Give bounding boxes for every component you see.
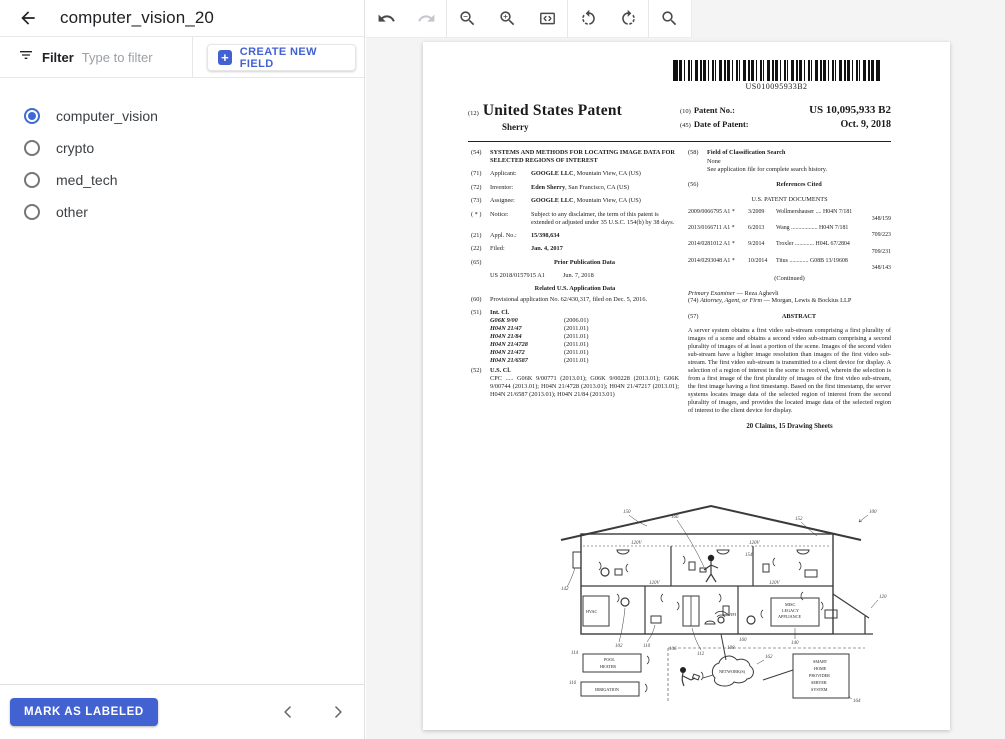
radio-selected-icon[interactable] <box>24 108 40 124</box>
ref-body: Troxler ............. H04L 67/2804 <box>776 241 850 248</box>
patent-header <box>468 102 891 133</box>
leader-arrow <box>859 515 868 522</box>
inventor-name: Eden Sherry <box>531 183 566 191</box>
server-label: HOME <box>814 666 827 671</box>
inventor-rest: , San Francisco, CA (US) <box>565 183 630 191</box>
person-figure <box>700 555 718 582</box>
rotate-right-icon[interactable] <box>608 0 648 38</box>
ref-subclass: 348/143 <box>871 265 891 272</box>
signal-arcs <box>645 656 649 692</box>
patent-body <box>471 149 891 432</box>
panel-footer <box>0 684 364 739</box>
field-number: (72) <box>471 183 482 191</box>
create-new-field-button[interactable] <box>207 44 356 71</box>
plus-icon: + <box>218 50 232 65</box>
ref-label: 102 <box>615 644 623 649</box>
field-label: Notice: <box>490 210 509 218</box>
vacuum-icon <box>705 621 715 624</box>
ref-doc: 2014/0281012 A1 * <box>688 241 735 248</box>
patent-figure <box>553 498 893 705</box>
patent-title: United States Patent <box>482 102 623 119</box>
radio-icon[interactable] <box>24 140 40 156</box>
field-number: (54) <box>471 149 482 156</box>
fit-to-width-icon[interactable] <box>527 0 567 38</box>
continued-note: (Continued) <box>774 274 805 282</box>
server-label: SERVER <box>811 680 827 685</box>
ref-label: 140 <box>791 641 799 646</box>
primary-examiner <box>688 290 891 298</box>
create-new-field-label: CREATE NEW FIELD <box>239 45 317 70</box>
ref-date: 6/2013 <box>748 224 765 231</box>
irrigation-label: IRRIGATION <box>595 687 619 692</box>
leader <box>567 568 575 587</box>
field-number: (12) <box>468 110 479 117</box>
redo-icon[interactable] <box>406 0 446 38</box>
patent-number: US 10,095,933 B2 <box>809 104 891 116</box>
us-patent-documents-heading: U.S. PATENT DOCUMENTS <box>751 195 828 203</box>
int-cl-value: (2011.01) <box>564 324 589 332</box>
page-title: computer_vision_20 <box>60 8 214 27</box>
misc-label: LEGACY <box>782 608 799 613</box>
person-cloud-link <box>703 675 713 678</box>
int-cl-value: (2006.01) <box>564 316 589 324</box>
field-number: (52) <box>471 367 482 375</box>
leader <box>871 600 878 608</box>
field-label: Assignee: <box>490 197 515 205</box>
assignee-name: GOOGLE LLC <box>531 197 574 205</box>
filter-row <box>0 37 364 78</box>
int-cl-value: (2011.01) <box>564 340 589 348</box>
prior-publication-row <box>490 272 679 280</box>
ref-label: 120 <box>879 595 887 600</box>
assignee-value <box>531 197 679 205</box>
field-number: (45) <box>680 122 691 129</box>
ref-label: 116 <box>569 681 577 686</box>
abstract-text: A server system obtains a first video sub-stream comprising a first plurality of images of a scene and obtains a second video sub-stream comprising a second plurality of images of at least a portion of the scene. Images of the second video sub-stream have a higher image resolution than images of the first video sub-stream. The first video sub-stream is transmitted to a client device for display. A selection of a region of interest in the scene is received, wherein the selection is from a first image of the first plurality of images of the first video sub-stream, the first image having a first timestamp. Based on the first timestamp, the server systems locates image data of the selected region of interest from the second plurality of images, and provides the located image data of the selected region of interest to the client device for display. <box>688 327 891 414</box>
label-options <box>0 78 364 228</box>
int-cl-value: (2011.01) <box>564 348 589 356</box>
hvac-label: HVAC <box>586 609 598 614</box>
patent-page <box>423 42 950 730</box>
ref-label: 108 <box>727 646 735 651</box>
barcode-text: US010095933B2 <box>745 82 808 91</box>
ref-label: 154 <box>745 553 753 558</box>
camera-icon <box>747 616 755 624</box>
search-icon[interactable] <box>649 0 689 38</box>
radio-icon[interactable] <box>24 204 40 220</box>
cpc-text: CPC ..... G06K 9/00771 (2013.01); G06K 9/00228 (2013.01); G06K 9/00744 (2013.01); H04N 21/4728 (2013.01); H04N 21/47217 (2013.01); H04N 21/6587 (2013.01); H04N 21/84 (2013.01) <box>490 375 679 399</box>
ref-doc: 2013/0166711 A1 * <box>688 224 735 231</box>
ref-subclass: 348/159 <box>871 216 891 223</box>
radio-icon[interactable] <box>24 172 40 188</box>
radio-option-computer-vision[interactable] <box>0 100 364 132</box>
ref-date: 9/2014 <box>748 241 765 248</box>
device-icon <box>651 616 661 623</box>
int-cl-name: H04N 21/84 <box>490 332 522 340</box>
device-icon <box>825 610 837 618</box>
wifi-router-icon <box>718 617 724 623</box>
reference-list <box>688 209 891 273</box>
applicant-value <box>531 170 679 178</box>
int-cl-name: H04N 21/6587 <box>490 356 528 364</box>
leader <box>619 608 625 642</box>
previous-item-icon[interactable] <box>276 700 300 724</box>
thermostat-icon <box>621 598 629 606</box>
ref-date: 3/2009 <box>748 208 765 215</box>
reference-row <box>688 209 891 216</box>
assignee-rest: , Mountain View, CA (US) <box>573 197 641 205</box>
ref-date: 10/2014 <box>748 257 768 264</box>
ref-body: Wang .................. H04N 7/181 <box>776 224 849 231</box>
mark-as-labeled-button[interactable]: MARK AS LABELED <box>10 698 158 726</box>
option-label: other <box>56 204 88 220</box>
leader <box>692 628 701 650</box>
applicant-rest: , Mountain View, CA (US) <box>573 170 641 178</box>
classification-heading: Field of Classification Search <box>707 149 786 156</box>
voltage-label: 120V <box>649 581 660 586</box>
server-label: SYSTEM <box>811 687 828 692</box>
ref-label: 166 <box>671 515 679 520</box>
field-label: Filed: <box>490 245 505 253</box>
porch <box>833 594 873 634</box>
int-cl-name: H04N 21/47 <box>490 324 522 332</box>
classification-line2: See application file for complete search history. <box>707 165 828 173</box>
ref-doc: 2014/0293048 A1 * <box>688 257 735 264</box>
int-cl-name: G06K 9/00 <box>490 316 518 324</box>
int-cl-value: (2011.01) <box>564 332 589 340</box>
radio-option-other[interactable] <box>0 196 364 228</box>
examiner-label: Primary Examiner <box>688 289 736 297</box>
ref-label: 106 <box>669 647 677 652</box>
device-icon <box>689 562 695 570</box>
roof <box>561 506 861 540</box>
zoom-out-icon[interactable] <box>447 0 487 38</box>
ref-label: 142 <box>561 587 569 592</box>
zoom-in-icon[interactable] <box>487 0 527 38</box>
thermostat-icon <box>601 568 609 576</box>
wifi-waves <box>715 611 727 617</box>
claims-line: 20 Claims, 15 Drawing Sheets <box>746 423 833 431</box>
attorney-name: — Morgan, Lewis & Bockius LLP <box>762 297 852 305</box>
field-number: (58) <box>688 149 699 156</box>
references-heading: References Cited <box>776 180 822 188</box>
field-number: (57) <box>688 313 699 321</box>
divider <box>468 141 891 142</box>
attorney-label: Attorney, Agent, or Firm <box>700 297 763 305</box>
patent-title-54: SYSTEMS AND METHODS FOR LOCATING IMAGE DATA FOR SELECTED REGIONS OF INTEREST <box>490 149 675 164</box>
notice-text: Subject to any disclaimer, the term of this patent is extended or adjusted under 35 U.S.C. 154(b) by 38 days. <box>531 210 675 226</box>
document-viewer <box>366 0 1005 739</box>
misc-label: APPLIANCE <box>778 614 802 619</box>
field-number: (21) <box>471 231 482 239</box>
ref-subclass: 709/223 <box>871 232 891 239</box>
side-box <box>573 552 581 568</box>
voltage-label: 120V <box>631 541 642 546</box>
ref-label: 110 <box>643 644 651 649</box>
field-number: (51) <box>471 308 482 316</box>
device-icon <box>615 569 622 575</box>
network-label: NETWORK(S) <box>719 669 746 674</box>
undo-icon[interactable] <box>366 0 406 38</box>
ref-doc: 2009/0066795 A1 * <box>688 208 735 215</box>
filter-label: Filter <box>42 49 74 65</box>
ref-label: 112 <box>697 652 705 657</box>
divider <box>192 37 193 77</box>
radio-option-crypto[interactable] <box>0 132 364 164</box>
option-label: med_tech <box>56 172 118 188</box>
field-label: Inventor: <box>490 183 514 191</box>
prior-publication-heading: Prior Publication Data <box>553 258 616 266</box>
barcode <box>673 60 880 91</box>
voltage-label: 120V <box>769 581 780 586</box>
server-label: SMART <box>813 659 828 664</box>
field-number: (60) <box>471 295 482 303</box>
wifi-label: WIFI <box>727 612 737 617</box>
filed-value: Jan. 4, 2017 <box>531 245 563 253</box>
field-number: (65) <box>471 258 482 266</box>
field-number: (71) <box>471 170 482 178</box>
field-number: ( * ) <box>471 210 482 218</box>
examiner-name: — Reza Aghevli <box>735 289 779 297</box>
reference-row <box>688 225 891 232</box>
field-label: Appl. No.: <box>490 231 517 239</box>
barcode-bars <box>673 60 880 81</box>
ref-subclass: 709/231 <box>871 248 891 255</box>
device-icon <box>763 564 769 572</box>
rotate-left-icon[interactable] <box>568 0 608 38</box>
option-label: computer_vision <box>56 108 158 124</box>
misc-label: MISC. <box>785 602 797 607</box>
attorney <box>688 297 891 305</box>
field-number: (56) <box>688 180 699 188</box>
filter-input[interactable] <box>82 50 174 65</box>
patent-no-label: Patent No.: <box>693 105 735 115</box>
field-number: (74) <box>688 297 699 305</box>
reference-row <box>688 241 891 248</box>
ref-label: 164 <box>853 699 861 704</box>
classification-line1: None <box>707 157 721 165</box>
publication-number: US 2018/0157915 A1 <box>490 271 545 279</box>
pool-heater-label: HEATER <box>600 664 617 669</box>
date-of-patent-label: Date of Patent: <box>693 119 749 129</box>
leader <box>677 520 704 567</box>
field-number: (73) <box>471 197 482 205</box>
server-label: PROVIDER <box>809 673 830 678</box>
field-number: (10) <box>680 108 691 115</box>
panel-header <box>0 0 364 37</box>
ref-label: 152 <box>795 517 803 522</box>
field-number: (22) <box>471 245 482 253</box>
ref-label: 160 <box>739 638 747 643</box>
cloud-server-link <box>763 670 793 680</box>
int-cl-name: H04N 21/4728 <box>490 340 528 348</box>
ref-label: 100 <box>869 510 877 515</box>
provisional-text: Provisional application No. 62/430,317, filed on Dec. 5, 2016. <box>490 295 648 303</box>
applicant-name: GOOGLE LLC <box>531 170 574 178</box>
back-arrow-icon[interactable] <box>16 6 40 30</box>
label-panel <box>0 0 365 739</box>
reference-row <box>688 258 891 265</box>
int-cl-name: H04N 21/472 <box>490 348 525 356</box>
option-label: crypto <box>56 140 95 156</box>
patent-inventor-name: Sherry <box>502 122 529 132</box>
patent-date: Oct. 9, 2018 <box>840 119 891 130</box>
filter-icon <box>18 47 34 68</box>
inventor-value <box>531 184 679 192</box>
appl-no-value: 15/398,634 <box>531 231 560 239</box>
house-outline <box>581 534 833 634</box>
leader <box>757 660 764 664</box>
pool-heater-label: POOL <box>604 657 615 662</box>
ref-label: 162 <box>765 655 773 660</box>
field-label: Applicant: <box>490 170 517 178</box>
person-with-phone <box>680 667 703 686</box>
publication-date: Jun. 7, 2018 <box>562 271 594 279</box>
ref-body: Titus ............. G08B 13/19608 <box>776 257 848 264</box>
ref-label: 114 <box>571 651 579 656</box>
int-cl-value: (2011.01) <box>564 356 589 364</box>
voltage-label: 120V <box>749 541 760 546</box>
ref-body: Wollmershauser .... H04N 7/181 <box>776 208 853 215</box>
int-cl-heading: Int. Cl. <box>490 308 510 316</box>
ceiling-lamps <box>617 550 809 554</box>
abstract-heading: ABSTRACT <box>781 313 817 321</box>
viewer-toolbar <box>366 0 692 38</box>
ref-label: 150 <box>623 510 631 515</box>
us-cl-heading: U.S. Cl. <box>490 367 511 375</box>
next-item-icon[interactable] <box>326 700 350 724</box>
related-application-heading: Related U.S. Application Data <box>534 284 616 292</box>
radio-option-med-tech[interactable] <box>0 164 364 196</box>
device-icon <box>805 570 817 577</box>
